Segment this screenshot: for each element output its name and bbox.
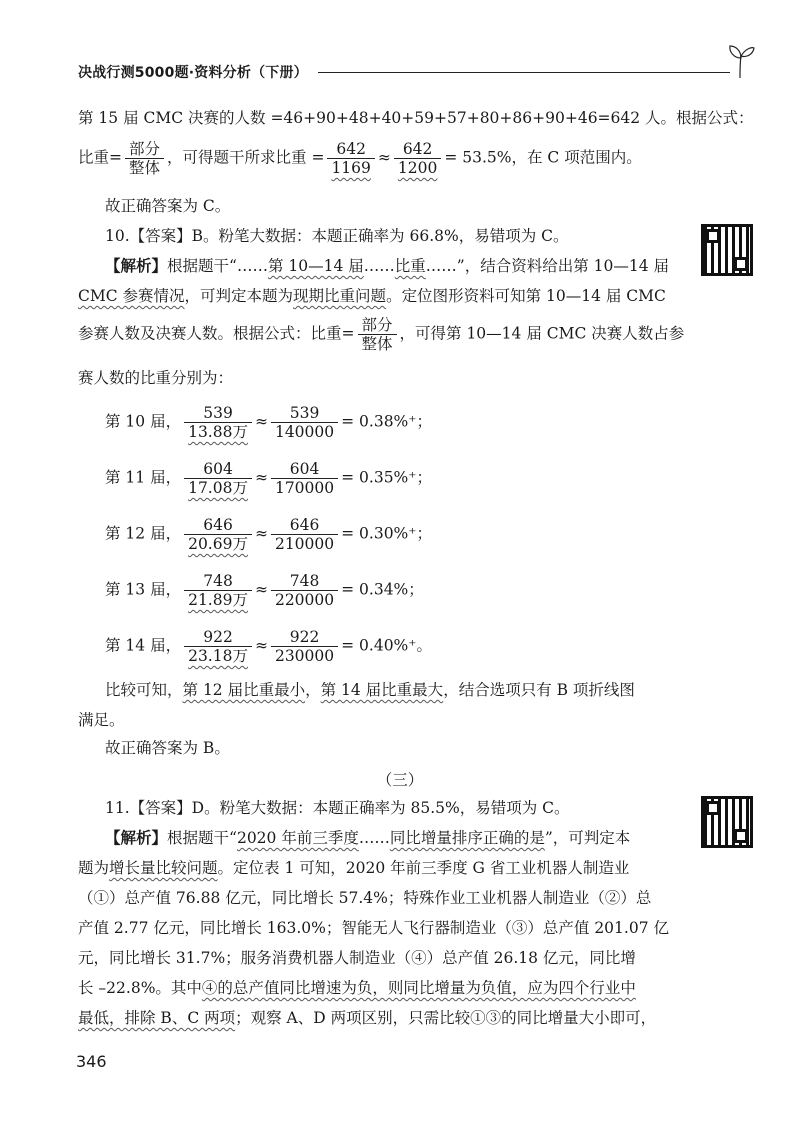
q10-analysis-line2: CMC 参赛情况，可判定本题为现期比重问题。定位图形资料可知第 10—14 届 CMC [78, 287, 666, 305]
fraction: $\frac{\text{部分}}{\text{整体}}$ [358, 316, 397, 353]
conclusion-text: 故正确答案为 C。 [105, 197, 231, 215]
comparison-line1: 比较可知，第 12 届比重最小，第 14 届比重最大，结合选项只有 B 项折线图 [105, 681, 635, 699]
q11-analysis-line1: 【解析】根据题干“2020 年前三季度……同比增量排序正确的是”，可判定本 [105, 828, 631, 847]
formula-result: = 53.5%，在 C 项范围内。 [444, 148, 642, 167]
q11-analysis-line6: 长 –22.8%。其中④的总产值同比增速为负，则同比增量为负值，应为四个行业中 [78, 979, 636, 997]
page-number: 346 [76, 1052, 107, 1071]
comparison-line2: 满足。 [78, 711, 125, 729]
text-line: 第 15 届 CMC 决赛的人数 =46+90+48+40+59+57+80+86+90+46=642 人。根据公式： [78, 109, 754, 127]
q10-analysis-line1: 【解析】根据题干“……第 10—14 届……比重……”，结合资料给出第 10—14 届 [105, 256, 670, 275]
q10-analysis-line3: 参赛人数及决赛人数。根据公式：比重= $\frac{\text{部分}}{\text{整体}}$ ，可得第 10—14 届 CMC 决赛人数占参 [78, 316, 685, 353]
q11-analysis-line2: 题为增长量比较问题。定位表 1 可知，2020 年前三季度 G 省工业机器人制造业 [78, 859, 630, 877]
running-header: 决战行测5000题·资料分析（下册） [78, 65, 308, 81]
fraction: $\frac{\text{部分}}{\text{整体}}$ [125, 140, 164, 177]
header-rule [318, 72, 730, 73]
formula-label: 比重= [78, 148, 122, 167]
q11-analysis-line4: 产值 2.77 亿元，同比增长 163.0%；智能无人飞行器制造业（③）总产值 201.07 亿 [78, 919, 669, 937]
ratio-row: 第 10 届， $\frac{539}{\text{13.88万}}$ ≈ $\frac{539}{140000}$ = 0.38%⁺； [105, 404, 432, 441]
q11-analysis-line3: （①）总产值 76.88 亿元，同比增长 57.4%；特殊作业工业机器人制造业（②）总 [78, 889, 652, 907]
fraction: $\frac{642}{1200}$ [394, 140, 441, 177]
q11-analysis-line5: 元，同比增长 31.7%；服务消费机器人制造业（④）总产值 26.18 亿元，同比增 [78, 949, 636, 967]
q10-answer-line: 10.【答案】B。粉笔大数据：本题正确率为 66.8%，易错项为 C。 [105, 227, 569, 245]
qr-code-icon[interactable] [701, 224, 753, 276]
leaf-icon [726, 40, 756, 80]
qr-code-icon[interactable] [701, 796, 753, 848]
section-heading: （三） [376, 771, 424, 789]
ratio-row: 第 14 届， $\frac{922}{\text{23.18万}}$ ≈ $\frac{922}{230000}$ = 0.40%⁺。 [105, 628, 432, 665]
conclusion-text: 故正确答案为 B。 [105, 739, 230, 757]
q11-answer-line: 11.【答案】D。粉笔大数据：本题正确率为 85.5%，易错项为 C。 [105, 799, 570, 817]
ratio-row: 第 11 届， $\frac{604}{\text{17.08万}}$ ≈ $\frac{604}{170000}$ = 0.35%⁺； [105, 460, 432, 497]
ratio-row: 第 13 届， $\frac{748}{\text{21.89万}}$ ≈ $\frac{748}{220000}$ = 0.34%； [105, 572, 424, 609]
q10-analysis-line4: 赛人数的比重分别为： [78, 369, 234, 387]
formula-text: ，可得题干所求比重 = [167, 148, 325, 167]
q11-analysis-line7: 最低，排除 B、C 两项；观察 A、D 两项区别，只需比较①③的同比增量大小即可， [78, 1009, 657, 1027]
ratio-row: 第 12 届， $\frac{646}{\text{20.69万}}$ ≈ $\frac{646}{210000}$ = 0.30%⁺； [105, 516, 432, 553]
formula-line: 比重= $\frac{\text{部分}}{\text{整体}}$ ，可得题干所求比重 = $\frac{642}{1169}$ ≈ $\frac{642}{1200}$ = 53.5%，在 C 项范围内。 [78, 140, 642, 177]
fraction: $\frac{642}{1169}$ [327, 140, 374, 177]
